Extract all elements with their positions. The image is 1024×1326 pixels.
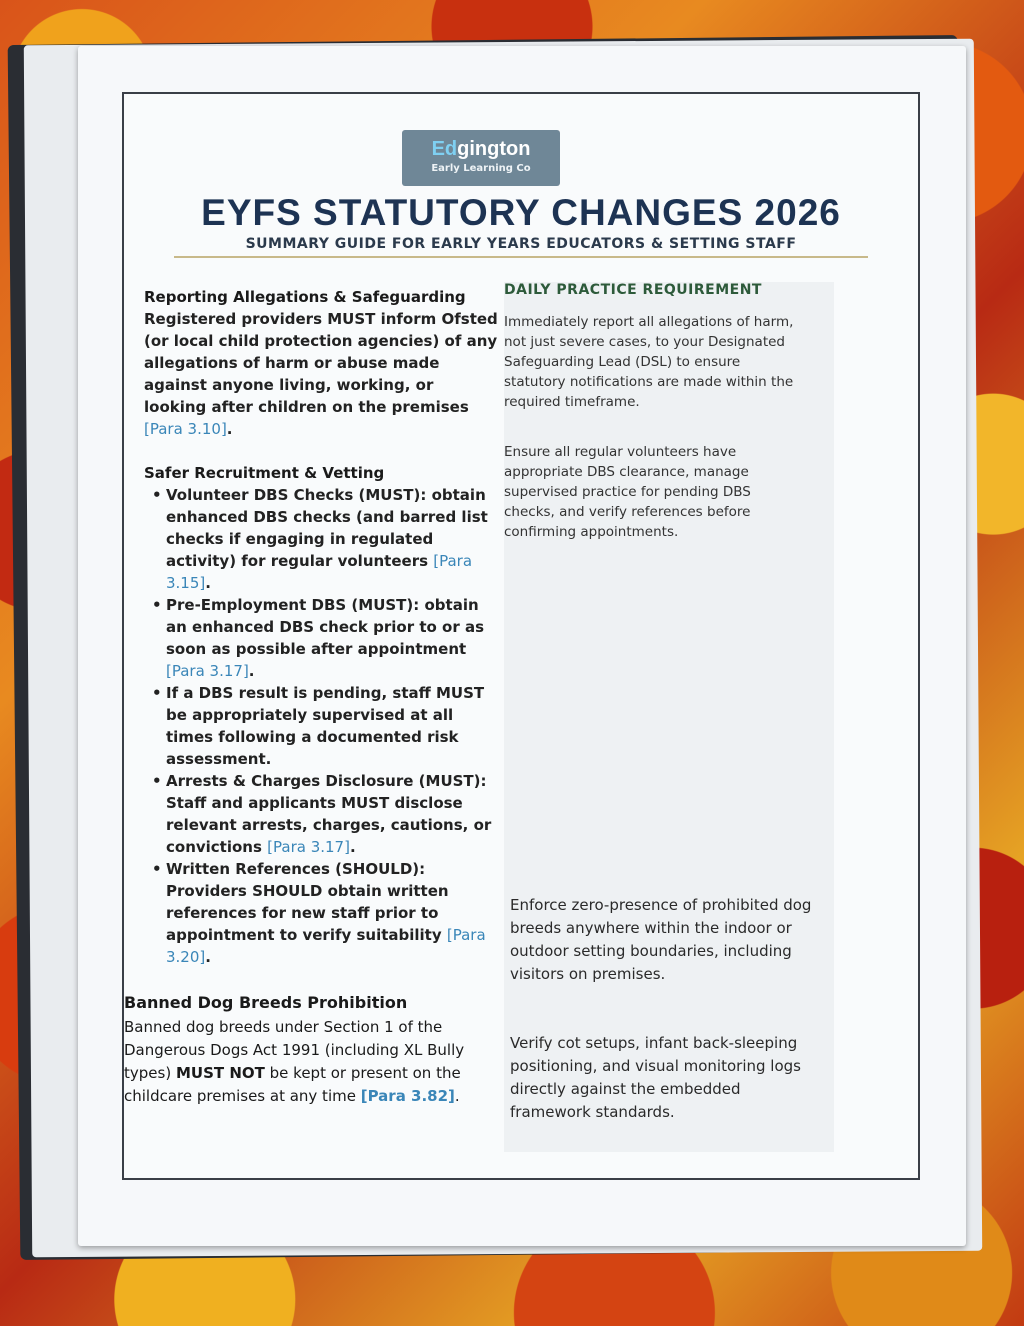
safeguarding-text: Registered providers MUST inform Ofsted (or local child protection agencies) of any allegations of harm or abuse made against anyone living, working, or looking after children on the premises (144, 310, 498, 416)
section-body-dogs: Banned dog breeds under Section 1 of the Dangerous Dogs Act 1991 (including XL Bully types) MUST NOT be kept or present on the childcare premises at any time [Para 3.82]. (124, 1018, 465, 1105)
dogs-text-post: be kept or present on the childcare premises at any time (124, 1064, 461, 1105)
document-sheet (78, 46, 966, 1246)
list-item: • Written References (SHOULD): Providers SHOULD obtain written references for new staff prior to appointment to verify suitability [Para 3.20]. (166, 858, 499, 968)
section-heading-dogs: Banned Dog Breeds Prohibition (124, 993, 408, 1012)
para-reference: [Para 3.20] (166, 926, 486, 966)
para-reference: [Para 3.17] (166, 662, 249, 680)
left-column (124, 286, 499, 1108)
page-subtitle: SUMMARY GUIDE FOR EARLY YEARS EDUCATORS & SETTING STAFF (245, 236, 797, 252)
practice-text-safeguarding: Immediately report all allegations of harm, not just severe cases, to your Designated Safeguarding Lead (DSL) to ensure statutory notifications are made within the required timeframe. (504, 314, 794, 410)
list-item: • Volunteer DBS Checks (MUST): obtain enhanced DBS checks (and barred list checks if engaging in regulated activity) for regular volunteers [Para 3.15]. (166, 484, 499, 594)
dogs-text-pre: Banned dog breeds under Section 1 of the Dangerous Dogs Act 1991 (including XL Bully types) (124, 1018, 465, 1082)
section-body-safeguarding: Registered providers MUST inform Ofsted (or local child protection agencies) of any allegations of harm or abuse made against anyone living, working, or looking after children on the premises [Para 3.10]. (144, 310, 498, 438)
title-divider (174, 256, 868, 258)
list-item: • Pre-Employment DBS (MUST): obtain an enhanced DBS check prior to or as soon as possible after appointment [Para 3.17]. (166, 594, 499, 682)
para-reference: [Para 3.82] (360, 1087, 455, 1105)
logo-brand (402, 130, 560, 161)
logo-brand-ed: Ed (431, 138, 458, 160)
para-reference: [Para 3.17] (267, 838, 350, 856)
logo-subtitle: Early Learning Co (431, 163, 531, 174)
section-heading-safeguarding: Reporting Allegations & Safeguarding (144, 288, 466, 306)
practice-text-dogs: Enforce zero-presence of prohibited dog breeds anywhere within the indoor or outdoor setting boundaries, including visitors on premises. (510, 896, 812, 983)
para-reference: [Para 3.15] (166, 552, 473, 592)
dogs-text-emphasis: MUST NOT (175, 1064, 265, 1082)
page-frame (122, 92, 920, 1180)
page-title: EYFS STATUTORY CHANGES 2026 (201, 192, 841, 233)
section-heading-recruitment: Safer Recruitment & Vetting (144, 464, 385, 482)
list-item: • Arrests & Charges Disclosure (MUST): Staff and applicants MUST disclose relevant arrests, charges, cautions, or convictions [Para 3.17]. (166, 770, 499, 858)
list-item-text: Pre-Employment DBS (MUST): obtain an enhanced DBS check prior to or as soon as possible after appointment (166, 596, 484, 658)
para-reference: [Para 3.10] (144, 420, 227, 438)
list-item (166, 682, 499, 770)
list-item-text: Arrests & Charges Disclosure (MUST): Staff and applicants MUST disclose relevant arrests, charges, cautions, or convictions (166, 772, 492, 856)
practice-text-sleep: Verify cot setups, infant back-sleeping positioning, and visual monitoring logs directly against the embedded framework standards. (510, 1034, 801, 1121)
practice-requirement-label: DAILY PRACTICE REQUIREMENT (504, 282, 762, 298)
company-logo (402, 130, 560, 186)
right-column (504, 282, 834, 1152)
practice-text-recruitment: Ensure all regular volunteers have appropriate DBS clearance, manage supervised practice for pending DBS checks, and verify references before confirming appointments. (504, 444, 751, 540)
logo-brand-rest: gington (457, 138, 531, 160)
list-item-text: If a DBS result is pending, staff MUST be appropriately supervised at all times following a documented risk assessment. (166, 684, 485, 768)
list-item-text: Written References (SHOULD): Providers SHOULD obtain written references for new staff prior to appointment to verify suitability (166, 860, 449, 944)
recruitment-list (144, 484, 499, 968)
list-item-text: Volunteer DBS Checks (MUST): obtain enhanced DBS checks (and barred list checks if engaging in regulated activity) for regular volunteers (166, 486, 488, 570)
